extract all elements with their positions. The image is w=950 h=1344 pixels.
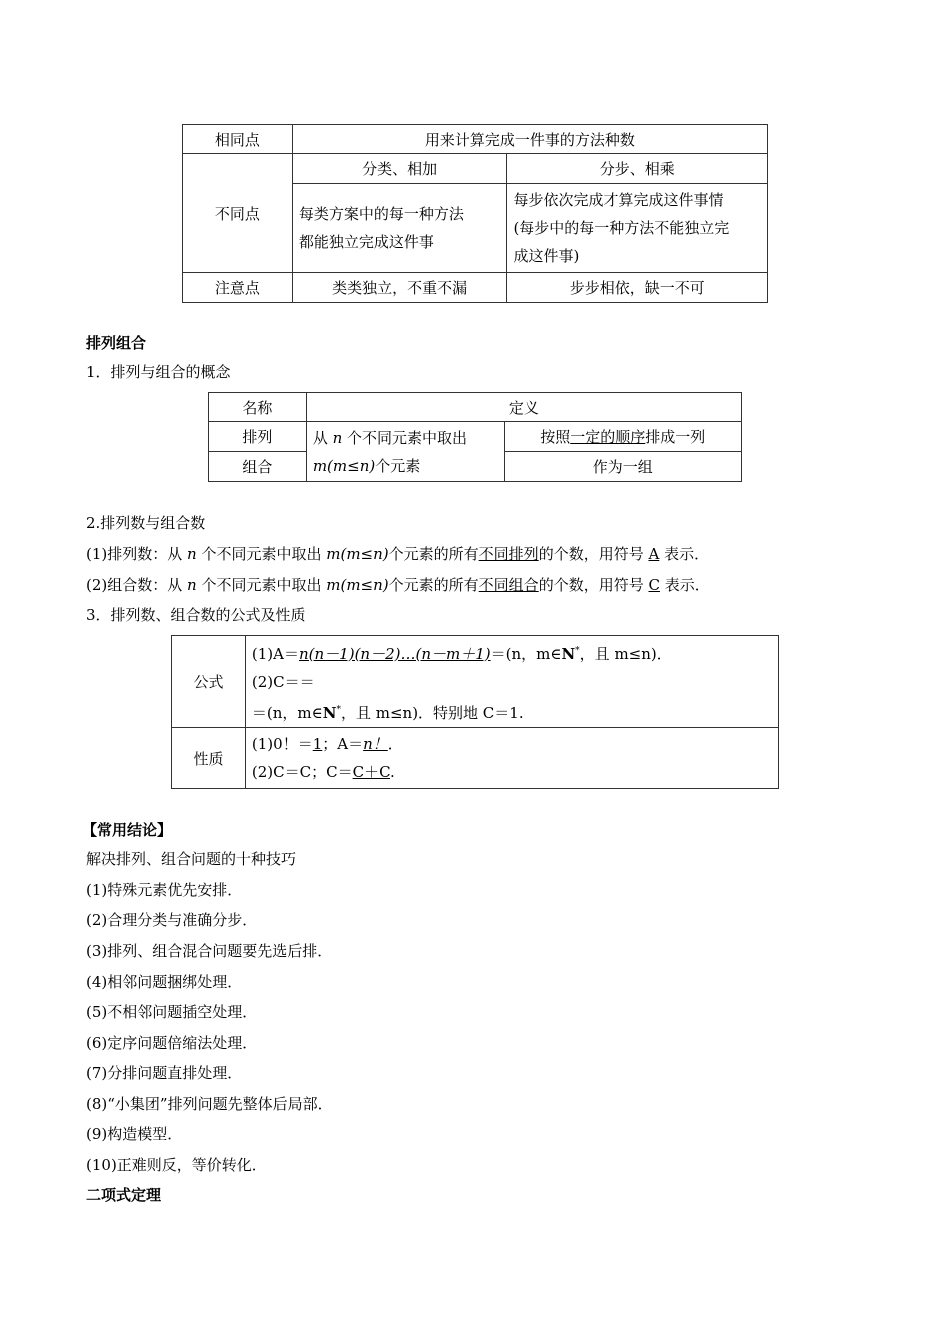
note-label: 注意点 bbox=[183, 273, 293, 303]
difference-label: 不同点 bbox=[183, 154, 293, 273]
factorial-property: (1)0！＝1；A＝n！． bbox=[251, 735, 403, 753]
heading-numbers: 2.排列数与组合数 bbox=[86, 514, 206, 532]
permutation-definition: 按照一定的顺序排成一列 bbox=[504, 422, 742, 452]
heading-formulas: 3．排列数、组合数的公式及性质 bbox=[86, 606, 306, 624]
combination-formula-cont: ＝(n，m∈N*，且 m≤n)．特别地 C＝1. bbox=[251, 703, 524, 722]
tip-item: (9)构造模型． bbox=[86, 1125, 183, 1143]
tip-item: (10)正难则反，等价转化． bbox=[86, 1156, 267, 1174]
section-permutation-combination: 排列组合 bbox=[86, 334, 147, 352]
similarity-label: 相同点 bbox=[183, 125, 293, 154]
addition-principle-head: 分类、相加 bbox=[292, 154, 507, 184]
permutation-formula: (1)A＝n(n－1)(n－2)…(n－m＋1)＝(n，m∈N*，且 m≤n)． bbox=[251, 644, 672, 663]
heading-concepts: 1．排列与组合的概念 bbox=[86, 363, 231, 381]
combination-definition: 作为一组 bbox=[504, 452, 742, 482]
tip-item: (8)“小集团”排列问题先整体后局部． bbox=[86, 1095, 333, 1113]
multiplication-principle-head: 分步、相乘 bbox=[507, 154, 768, 184]
definition-head: 定义 bbox=[306, 393, 741, 422]
tip-item: (6)定序问题倍缩法处理． bbox=[86, 1034, 258, 1052]
section-binomial-theorem: 二项式定理 bbox=[86, 1186, 162, 1204]
common-definition: 从 n 个不同元素中取出 m(m≤n)个元素 bbox=[306, 422, 504, 482]
tip-item: (7)分排问题直排处理． bbox=[86, 1064, 243, 1082]
property-content bbox=[245, 728, 778, 789]
addition-principle-desc: 每类方案中的每一种方法 都能独立完成这件事 bbox=[292, 184, 507, 273]
permutation-name: 排列 bbox=[209, 422, 307, 452]
formula-label: 公式 bbox=[172, 636, 246, 728]
combination-name: 组合 bbox=[209, 452, 307, 482]
combination-number-definition: (2)组合数：从 n 个不同元素中取出 m(m≤n)个元素的所有不同组合的个数，用符号 C 表示． bbox=[86, 576, 710, 594]
combination-property: (2)C＝C；C＝C＋C. bbox=[251, 763, 395, 781]
multiplication-principle-desc: 每步依次完成才算完成这件事情 (每步中的每一种方法不能独立完 成这件事) bbox=[507, 184, 768, 273]
definition-table bbox=[208, 392, 742, 482]
permutation-number-definition: (1)排列数：从 n 个不同元素中取出 m(m≤n)个元素的所有不同排列的个数，用符号 A 表示． bbox=[86, 545, 710, 563]
similarity-value: 用来计算完成一件事的方法种数 bbox=[292, 125, 767, 154]
tip-item: (3)排列、组合混合问题要先选后排． bbox=[86, 942, 333, 960]
combination-formula: (2)C＝＝ bbox=[251, 672, 315, 691]
formula-table bbox=[171, 635, 779, 789]
tip-item: (4)相邻问题捆绑处理． bbox=[86, 973, 243, 991]
counting-principles-table bbox=[182, 124, 768, 303]
common-conclusions-heading: 【常用结论】 bbox=[82, 821, 173, 839]
tip-item: (5)不相邻问题插空处理． bbox=[86, 1003, 258, 1021]
formula-content bbox=[245, 636, 778, 728]
name-head: 名称 bbox=[209, 393, 307, 422]
tip-item: (2)合理分类与准确分步． bbox=[86, 911, 258, 929]
multiplication-note: 步步相依，缺一不可 bbox=[507, 273, 768, 303]
addition-note: 类类独立，不重不漏 bbox=[292, 273, 507, 303]
tip-item: (1)特殊元素优先安排． bbox=[86, 881, 243, 899]
tips-intro: 解决排列、组合问题的十种技巧 bbox=[86, 850, 297, 868]
property-label: 性质 bbox=[172, 728, 246, 789]
